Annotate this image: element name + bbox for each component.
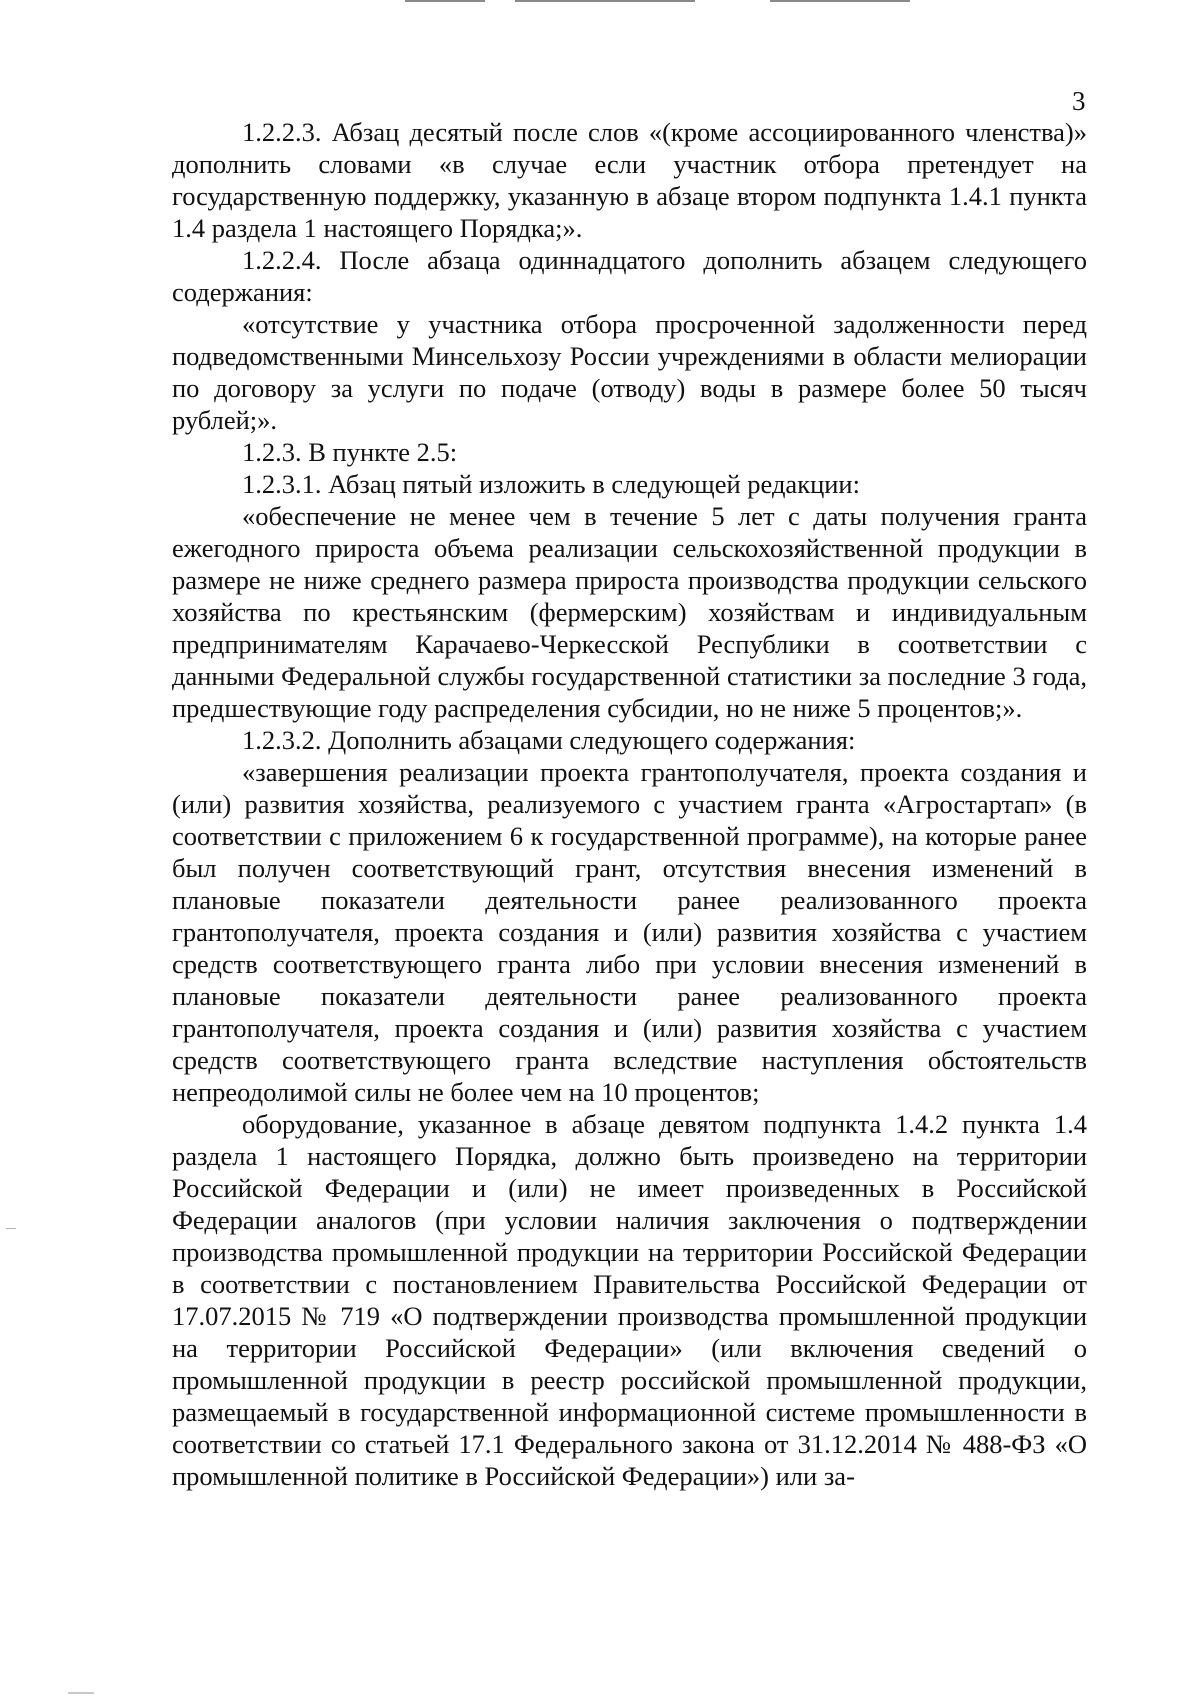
document-body	[172, 116, 1087, 1492]
paragraph: 1.2.2.3. Абзац десятый после слов «(кроме ассоциированного членства)» дополнить словами «в случае если участник отбора претендует на государственную поддержку, указанную в абзаце втором подпункта 1.4.1 пункта 1.4 раздела 1 настоящего Порядка;».	[172, 117, 1087, 243]
scan-mark	[770, 0, 910, 2]
paragraph: оборудование, указанное в абзаце девятом подпункта 1.4.2 пункта 1.4 раздела 1 настоящего Порядка, должно быть произведено на территории Российской Федерации и (или) не имеет произведенных в Российской Федерации аналогов (при условии наличия заключения о подтверждении производства промышленной продукции на территории Российской Федерации в соответствии с постановлением Правительства Российской Федерации от 17.07.2015 № 719 «О подтверждении производства промышленной продукции на территории Российской Федерации» (или включения сведений о промышленной продукции в реестр российской промышленной продукции, размещаемый в государственной информационной системе промышленности в соответствии со статьей 17.1 Федерального закона от 31.12.2014 № 488-ФЗ «О промышленной политике в Российской Федерации») или за-	[172, 1109, 1087, 1491]
page-number: 3	[1072, 86, 1086, 116]
paragraph: «обеспечение не менее чем в течение 5 лет с даты получения гранта ежегодного прироста объема реализации сельскохозяйственной продукции в размере не ниже среднего размера прироста производства продукции сельского хозяйства по крестьянским (фермерским) хозяйствам и индивидуальным предпринимателям Карачаево-Черкесской Республики в соответствии с данными Федеральной службы государственной статистики за последние 3 года, предшествующие году распределения субсидии, но не ниже 5 процентов;».	[172, 501, 1087, 723]
paragraph: «завершения реализации проекта грантополучателя, проекта создания и (или) развития хозяйства, реализуемого с участием гранта «Агростартап» (в соответствии с приложением 6 к государственной программе), на которые ранее был получен соответствующий грант, отсутствия внесения изменений в плановые показатели деятельности ранее реализованного проекта грантополучателя, проекта создания и (или) развития хозяйства с участием средств соответствующего гранта либо при условии внесения изменений в плановые показатели деятельности ранее реализованного проекта грантополучателя, проекта создания и (или) развития хозяйства с участием средств соответствующего гранта вследствие наступления обстоятельств непреодолимой силы не более чем на 10 процентов;	[172, 757, 1087, 1107]
scan-mark	[405, 0, 485, 2]
scan-mark	[515, 0, 695, 2]
paragraph: 1.2.3. В пункте 2.5:	[242, 437, 458, 467]
scan-mark	[68, 1692, 94, 1694]
paragraph: 1.2.3.2. Дополнить абзацами следующего содержания:	[242, 725, 856, 755]
paragraph: 1.2.2.4. После абзаца одиннадцатого дополнить абзацем следующего содержания:	[172, 245, 1087, 307]
paragraph: 1.2.3.1. Абзац пятый изложить в следующей редакции:	[242, 469, 860, 499]
paragraph: «отсутствие у участника отбора просроченной задолженности перед подведомственными Минсельхозу России учреждениями в области мелиорации по договору за услуги по подаче (отводу) воды в размере более 50 тысяч рублей;».	[172, 309, 1087, 435]
margin-mark	[6, 1228, 16, 1229]
